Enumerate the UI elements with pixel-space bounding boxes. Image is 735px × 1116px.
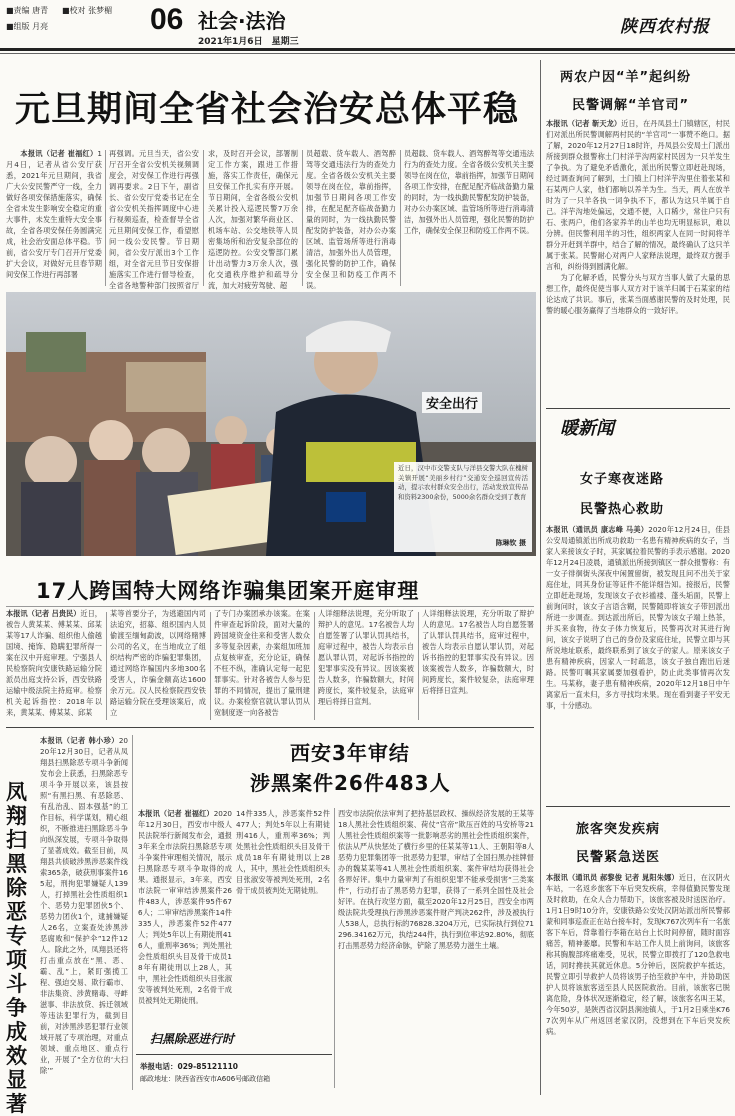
- xian-col-1b: 14件335人，涉恶案件52件477人；判处5年以上有期徒刑416人，重刑率36%；判处黑社会性质组织头目及骨干成员18年有期徒刑以上28人，其中，黑社会性质组织头目张淑安等被判处死刑，2名骨干成员被判处无期徒刑。: [236, 809, 330, 895]
- fengxiang-byline: 本报讯（记者 韩小珍）: [40, 736, 119, 745]
- fraud-col-2: 某等首要分子，为逃避国内司法追究，招募、组织国内人员偷渡至缅甸勐波，以网络赌博公司的名义，在当地成立了组织结构严密的诈骗犯罪集团，通过网络诈骗国内多地300名受害人，诈骗金额高达1600余万元。汉人民检察院西安铁路运输分院在受理该案后，成立: [110, 609, 206, 717]
- safety-photo: [6, 292, 536, 556]
- fraud-col-1: [6, 608, 102, 724]
- lead-col-1: [6, 148, 102, 288]
- fengxiang-text: 2020年12月30日，记者从凤翔县扫黑除恶专项斗争新闻发布会上获悉，扫黑除恶专项斗争开展以来，该县按照“有黑扫黑、有恶除恶、有乱治乱、固本强基”的工作目标，科学谋划，精心组织，不断推进扫黑除恶斗争向纵深发展，专项斗争取得了显著成效。截至目前，凤翔县共侦破涉黑涉恶案件线索365条，破获刑事案件165起，刑拘犯罪嫌疑人139人，打掉黑社会性质组织1个、恶势力犯罪团伙5个、恶势力团伙1个，逮捕嫌疑人26名，立案查处涉黑涉恶腐败和“保护伞”12件12人。除此之外，凤翔县还将打击重点放在“黑、恶、霸、乱”上，紧盯强揽工程、强迫交易、欺行霸市、非法集资、涉黄赌毒、寻衅滋事、非法放贷、拆迁领域等违法犯罪行为，截到目前，对涉黑涉恶犯罪行业领域开展了专项治理，对重点领域、重点地区、重点行业，开展了“全方位的‘大扫除’”: [40, 736, 128, 1075]
- right1-headline-1: 两农户因“羊”起纠纷: [560, 70, 692, 85]
- warm-news-label: 暖新闻: [560, 418, 614, 439]
- section-title: 社会·法治: [198, 9, 286, 33]
- footer-box: [136, 1054, 332, 1097]
- warm-headline-1: 女子寒夜迷路: [580, 472, 665, 487]
- photo-label: 安全出行: [422, 392, 482, 413]
- passenger-text: 近日，在汉阴火车站，一名返乡旅客下车后突发疾病，幸得值勤民警发现及时救助，在众人合力帮助下，该旅客被及时送医治疗。1月1日9时10分许，安康铁路公安处汉阴站派出所民警郝蒙和同事巡查正在站台接车时，发现K767次列车有一名旅客下车后，背靠着行李箱在站台上长时间停留，随时面容痛苦，精神萎靡。民警和车站工作人员上前询问，该旅客称其胸腹部疼痛难受，见状，民警立即拨打了120急救电话，同时搀扶其就近休息。5分钟后，医院救护车抵达，民警立即引导救护人员将该男子抬至救护车中，并协助医护人员将该旅客送至县人民医院救治。目前，该旅客已脱离危险，身体状况逐渐稳定，经了解，该旅客名叫王某，今年50岁，是陕西省汉阴县涧池镇人，于1月2日乘坐K767次列车从广州返回老家汉阴，没想到在下车后突发疾病。: [546, 873, 730, 1036]
- right1-text: 近日，在丹凤县土门镇辖区，村民们对派出所民警调解两村民的“羊官司”一事赞不绝口。据了解，2020年12月27日18时许，丹凤县公安局土门派出所接到群众报警称土门村洋芋沟两家村民因为一只羊发生了争执。为了避免矛盾激化，派出所民警立即赶赴现场，经过调查询问了解到，土门镇上门村洋芋沟里住着张某和石某两户人家，他们都响以养羊为生。当天，两人在放羊时为了一只羊各执一词争执不下，都认为这只羊属于自己。洋芋沟地处偏远，交通不便，入口稀少，常住户只有石、张两户，他们各家养羊的山羊也均无明显标识，难以分辨。但民警利用羊的习性，组织两家人在同一时间将羊群分开赶到羊群中，结合了解的情况，最终确认了这只羊属于张某。民警耐心对两户人家释法说理，最终双方握手言和，纠纷得到圆满化解。: [546, 119, 730, 271]
- footer-hotline: 举报电话：029-85121110: [140, 1062, 239, 1071]
- photo-caption-box: [394, 462, 532, 552]
- passenger-headline-1: 旅客突发疾病: [576, 822, 661, 837]
- fraud-headline: 17人跨国特大网络诈骗集团案开庭审理: [36, 579, 420, 603]
- masthead: [0, 0, 735, 56]
- photo-credit: 陈琳钦 摄: [495, 539, 526, 547]
- paper-logo: 陕西农村报: [620, 17, 710, 37]
- fraud-col-4: 人详细释法说理，充分听取了辩护人的意见。17名被告人均自愿签署了认罪认罚具结书，庭审过程中，被告人均表示自愿认罪认罚，对起诉书指控的犯罪事实没有异议。因该案被告人数多，诈骗数额大，时间跨度长，案件较复杂，法庭审理后将择日宣判。: [318, 609, 414, 706]
- masthead-rule-thin: [0, 53, 735, 54]
- lead-col-2: 再强调。元旦当天，省公安厅召开全省公安机关视频调度会，对安保工作进行再强调再要求。2日下午，副省长、省公安厅党委书记在全省公安机关指挥调度中心进行视频巡查，检查督导全省元旦期间安保工作，看望慰问一线公安民警。节日期间，省公安厅派出3个工作组，对全省元旦节日安保措施落实工作进行督导检查，全省各地警种部门按照省厅: [109, 149, 199, 290]
- passenger-body: [546, 872, 730, 1094]
- lead-byline: 本报讯（记者 崔福红）: [20, 149, 98, 158]
- passenger-byline: 本报讯（通讯员 郝黎俊 记者 晁阳朱娜）: [546, 873, 679, 882]
- fraud-text-1: 近日，被告人黄某某、傅某某、邱某某等17人诈骗、组织他人偷越国境、掩饰、隐瞒犯罪所得一案在汉中开庭审理。宁强县人民检察院向安康铁路运输分院派员出庭支持公诉，西安铁路运输中级法院主持庭审。检察机关起诉指控：2018年以来，黄某某、傅某某、邱某: [6, 609, 102, 717]
- photo-caption: 近日，汉中市交警支队与洋县交警大队在槐树关镇开展“美丽乡村行”交通安全巡回宣传活动，提示农村群众安全出行，活动发放宣传品和资料2300余份，5000余名群众受到了教育: [398, 464, 528, 501]
- lead-col-3: 求，及时召开会议，部署制定工作方案，跟进工作措施，落实工作责任，确保元旦安保工作扎实有序开展。节日期间，全省各级公安机关累计投入巡逻民警7万余人次，加强对繁华商业区、机场车站、公交地铁等人员密集场所和治安复杂部位的巡逻防控。公安交警部门累计出动警力3万余人次，强化交通秩序维护和疏导分流，加大对疲劳驾驶、超: [208, 149, 298, 290]
- lead-col-4: 员超载、货车载人、酒驾醉驾等交通违法行为的查处力度。全省各级公安机关主要领导在岗在位，靠前指挥，加强节日期间各项工作安排，在配足配齐临战备勤力量的同时，为一线执勤民警配发防护装备，对办公办案区域、监管场所等进行消毒清洁，加强外出人员管理，强化民警的防护工作，确保安全保卫和防疫工作两不误。: [306, 149, 396, 290]
- right1-text-2: 为了化解矛盾，民警分头与双方当事人做了大量的思想工作，最终促使当事人双方对于该羊归属于石某家的结论达成了共识。事后，张某当面感谢民警的及时处理，民警的暖心服务赢得了当地群众的一致好评。: [546, 273, 730, 315]
- fengxiang-headline: 凤翔扫黑除恶专项斗争成效显著: [6, 780, 28, 1116]
- xian-brand: 扫黑除恶进行时: [150, 1032, 235, 1046]
- masthead-rule: [0, 48, 735, 51]
- page-number: 06: [150, 3, 184, 36]
- warm-text: 2020年12月24日，佳县公安局通镇派出所成功救助一名患有精神疾病的女子，当家人来接该女子时，其家属拉着民警的手表示感谢。2020年12月24日凌晨，通镇派出所接到镇区一群众报警称：有一女子徘徊街头深夜中闲置留街，被发现且问不出关于家庭住址，同其身份证等证件不能详细告知。接报后，民警立即赶赴现场，发现该女子衣衫褴褛、蓬头垢面，民警上前询问时，该女子言语含糊，民警随即将该女子带回派出所进一步调查。到达派出所后，民警为该女子端上热茶，并买来食物，待女子体力恢复后，民警再次对其进行询问，该女子说明了自己的身份及家庭住址，民警立即与其所说地址联系，最终联系到了该女子的家人。原来该女子患有精神疾病，因家人一时疏忽，该女子独自跑出后迷路。民警叮嘱其家属要加强看护，防止此类事情再次发生。马某称，妻子患有精神疾病，2020年12月18日中午离家后一直未归，多方寻找均未果。现在看到妻子平安无事，十分感动。: [546, 525, 730, 710]
- right1-headline-2: 民警调解“羊官司”: [572, 98, 690, 113]
- lead-headline: 元旦期间全省社会治安总体平稳: [15, 90, 520, 130]
- editor-credit: ■责编 唐青: [6, 6, 49, 15]
- xian-headline-1: 西安3年审结: [290, 741, 410, 765]
- right1-body: [546, 118, 730, 402]
- warm-body: [546, 524, 730, 800]
- fraud-col-5: 人详细释法说理，充分听取了辩护人的意见。17名被告人均自愿签署了认罪认罚具结书，庭审过程中，被告人均表示自愿认罪认罚，对起诉书指控的犯罪事实没有异议。因该案被告人数多，诈骗数额大，时间跨度长，案件较复杂，法庭审理后将择日宣判。: [422, 609, 534, 695]
- xian-col-1: [138, 808, 232, 1020]
- fraud-col-3: 了专门办案团承办该案。在案件审查起诉阶段，面对大量的跨国境资金往来和受害人数众多等复杂因素，办案组加班加点复核审查，充分论证，确保不枉不纵，准确认定每一起犯罪事实。针对各被告人参与犯罪的不同情况，提出了量刑建议。办案检察官就认罪认罚从宽制度逐一向各被告: [214, 609, 310, 717]
- issue-date: 2021年1月6日 星期三: [198, 37, 299, 47]
- warm-byline: 本报讯（通讯员 康志峰 马美）: [546, 525, 649, 534]
- xian-text-1: 2020年12月30日，西安市中级人民法院举行新闻发布会，通报3年来全市法院扫黑除恶专项斗争案件审理相关情况，展示扫黑除恶专项斗争取得的成果。通报显示，3年来，西安市法院一审审结涉黑案件26件483人，涉恶案件95件676人；二审审结涉黑案件14件335人，涉恶案件52件477人；判处5年以上有期徒刑416人，重刑率36%；判处黑社会性质组织头目及骨干成员18年有期徒刑以上28人，其中，黑社会性质组织头目张淑安等被判处死刑，2名骨干成员被判处无期徒刑。: [138, 809, 232, 1005]
- layout-credit: ■组版 月亮: [6, 22, 49, 31]
- warm-headline-2: 民警热心救助: [580, 502, 665, 517]
- footer-address: 邮政地址：陕西省西安市A606号邮政信箱: [140, 1075, 271, 1083]
- xian-headline-2: 涉黑案件26件483人: [250, 771, 451, 795]
- xian-byline: 本报讯（记者 崔福红）: [138, 809, 214, 818]
- proof-credit: ■校对 张梦楣: [62, 6, 113, 15]
- lead-col-5: 员超载、货车载人、酒驾醉驾等交通违法行为的查处力度。全省各级公安机关主要领导在岗在位，靠前指挥，加强节日期间各项工作安排，在配足配齐临战备勤力量的同时，为一线执勤民警配发防护装备，对办公办案区域、监管场所等进行消毒清洁，加强外出人员管理，强化民警的防护工作，确保安全保卫和防疫工作两不误。: [404, 149, 534, 235]
- xian-col-2: 西安市法院依法审判了把持基层政权、操纵经济发展的王某等18人黑社会性质组织案、荷仗“官帝”欺压百姓的马安桥等21人黑社会性质组织案等一批影响恶劣的黑社会性质组织案件，依法从严从快惩处了横行乡里的任某某等11人、王朝阳等8人恶势力犯罪集团等一批恶势力犯罪，审结了全国扫黑办挂牌督办的魏某某等41人黑社会性质组织案、案件审结均获得社会各界好评。集中力量审判了有组织犯罪不能承受损害“三类案件”，行动打击了黑恶势力犯罪，获得了一系列全国性及社会好评。在执行攻坚方面，截至2020年12月25日，西安全市两级法院共受理执行涉黑涉恶案件财产判决262件，涉及被执行人538人，总执行标的76828.3204万元，已实际执行到位71296.34162万元，执结244件，执行到位率达92.80%，彻底打击黑恶势力经济命脉，铲除了黑恶势力滋生土壤。: [338, 809, 534, 950]
- fengxiang-body: [40, 735, 128, 1095]
- right1-byline: 本报讯（记者 靳天龙）: [546, 119, 622, 128]
- fraud-byline: 本报讯（记者 吕贵民）: [6, 609, 81, 618]
- passenger-headline-2: 民警紧急送医: [576, 850, 661, 865]
- lead-text-1: 1月4日，记者从省公安厅获悉，2021年元旦期间，我省广大公安民警严守一线，全力做好各项安保措施落实，确保全省未发生影响安全稳定的重大事件，未发生重特大安全事故，全省各项安保任务圆满完成，社会治安面总体平稳。节前，省公安厅专门召开厅党委扩大会议，对做好元旦春节期间安保工作进行再部署: [6, 149, 102, 279]
